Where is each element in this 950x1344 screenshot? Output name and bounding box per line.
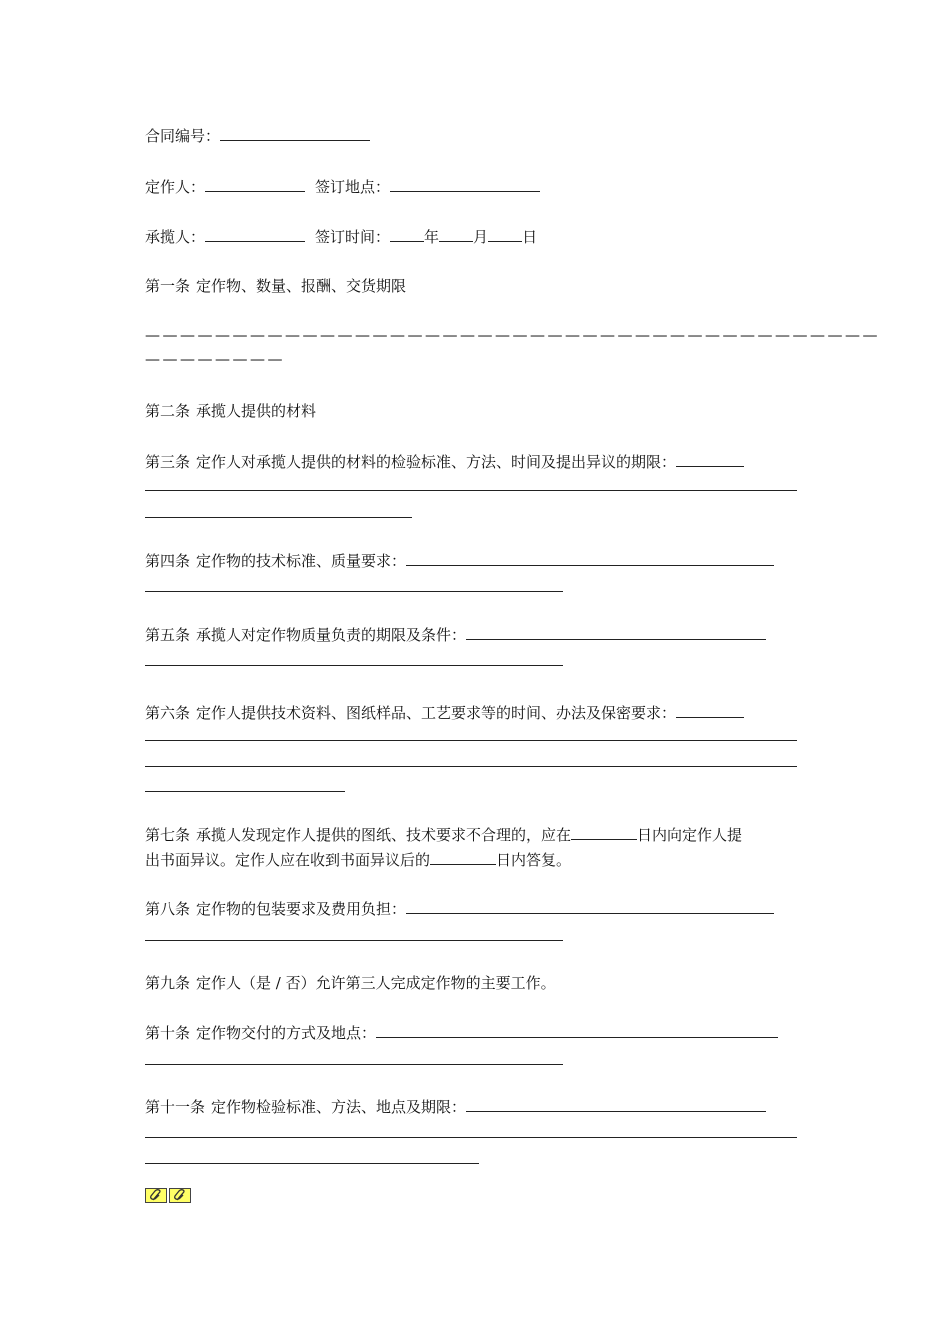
- party-a-line: [145, 177, 540, 197]
- article-5: [145, 625, 766, 645]
- article-2: [145, 401, 316, 421]
- article-11-blank-3[interactable]: [145, 1163, 479, 1164]
- article-4-blank-1[interactable]: [406, 551, 774, 566]
- article-11-blank-1[interactable]: [466, 1097, 766, 1112]
- article-6-blank-1[interactable]: [676, 703, 744, 718]
- article-6-blank-4[interactable]: [145, 791, 345, 792]
- article-8-blank-2[interactable]: [145, 940, 563, 941]
- article-5-number: 第五条: [145, 626, 191, 644]
- sign-place-blank[interactable]: [390, 177, 540, 192]
- article-1-title: 定作物、数量、报酬、交货期限: [196, 277, 407, 295]
- article-7-text-d: 日内答复。: [496, 851, 572, 869]
- article-9-number: 第九条: [145, 974, 191, 992]
- article-11-number: 第十一条: [145, 1098, 206, 1116]
- contract-number-label: 合同编号：: [145, 127, 221, 145]
- article-9: [145, 973, 556, 993]
- contract-number-line: [145, 126, 370, 146]
- article-7-line-1: [145, 825, 742, 845]
- paperclip-icon[interactable]: [145, 1188, 167, 1203]
- article-7-text-b: 日内向定作人提: [637, 826, 743, 844]
- party-a-blank[interactable]: [205, 177, 305, 192]
- day-label: 日: [522, 228, 538, 246]
- article-4: [145, 551, 774, 571]
- article-10-blank-1[interactable]: [376, 1023, 778, 1038]
- article-1: [145, 276, 406, 296]
- article-10-blank-2[interactable]: [145, 1064, 563, 1065]
- article-3-title: 定作人对承揽人提供的材料的检验标准、方法、时间及提出异议的期限：: [196, 453, 677, 471]
- article-2-number: 第二条: [145, 402, 191, 420]
- attachment-icons: [145, 1188, 193, 1203]
- article-7-text-c: 出书面异议。定作人应在收到书面异议后的: [145, 851, 431, 869]
- year-blank[interactable]: [390, 227, 424, 242]
- party-a-label: 定作人：: [145, 178, 206, 196]
- paperclip-icon[interactable]: [169, 1188, 191, 1203]
- article-5-title: 承揽人对定作物质量负责的期限及条件：: [196, 626, 467, 644]
- article-7-blank-2[interactable]: [430, 850, 496, 865]
- article-3-blank-3[interactable]: [145, 517, 412, 518]
- party-b-blank[interactable]: [205, 227, 305, 242]
- article-5-blank-1[interactable]: [466, 625, 766, 640]
- article-7-line-2: [145, 850, 571, 870]
- article-2-title: 承揽人提供的材料: [196, 402, 317, 420]
- article-8: [145, 899, 774, 919]
- party-b-line: [145, 227, 537, 247]
- article-11-blank-2[interactable]: [145, 1137, 797, 1138]
- article-6-blank-2[interactable]: [145, 740, 797, 741]
- contract-number-blank[interactable]: [220, 126, 370, 141]
- article-8-blank-1[interactable]: [406, 899, 774, 914]
- article-8-number: 第八条: [145, 900, 191, 918]
- month-label: 月: [473, 228, 489, 246]
- year-label: 年: [424, 228, 440, 246]
- article-1-number: 第一条: [145, 277, 191, 295]
- article-6-blank-3[interactable]: [145, 766, 797, 767]
- article-6-title: 定作人提供技术资料、图纸样品、工艺要求等的时间、办法及保密要求：: [196, 704, 677, 722]
- article-11-title: 定作物检验标准、方法、地点及期限：: [211, 1098, 467, 1116]
- article-6: [145, 703, 744, 723]
- article-4-number: 第四条: [145, 552, 191, 570]
- dash-line-1: ——————————————————————————————————————————: [145, 326, 880, 344]
- article-7-blank-1[interactable]: [571, 825, 637, 840]
- day-blank[interactable]: [488, 227, 522, 242]
- party-b-label: 承揽人：: [145, 228, 206, 246]
- article-10-number: 第十条: [145, 1024, 191, 1042]
- article-11: [145, 1097, 766, 1117]
- article-10: [145, 1023, 778, 1043]
- article-3-blank-2[interactable]: [145, 490, 797, 491]
- article-8-title: 定作物的包装要求及费用负担：: [196, 900, 407, 918]
- sign-time-label: 签订时间：: [315, 228, 391, 246]
- article-3: [145, 452, 744, 472]
- month-blank[interactable]: [439, 227, 473, 242]
- article-6-number: 第六条: [145, 704, 191, 722]
- article-10-title: 定作物交付的方式及地点：: [196, 1024, 377, 1042]
- article-4-title: 定作物的技术标准、质量要求：: [196, 552, 407, 570]
- article-9-title: 定作人（是 / 否）允许第三人完成定作物的主要工作。: [196, 974, 556, 992]
- article-7-number: 第七条: [145, 826, 191, 844]
- sign-place-label: 签订地点：: [315, 178, 391, 196]
- article-5-blank-2[interactable]: [145, 665, 563, 666]
- article-4-blank-2[interactable]: [145, 591, 563, 592]
- article-3-blank-1[interactable]: [676, 452, 744, 467]
- dash-line-2: ————————: [145, 350, 285, 368]
- article-7-text-a: 承揽人发现定作人提供的图纸、技术要求不合理的，应在: [196, 826, 572, 844]
- article-3-number: 第三条: [145, 453, 191, 471]
